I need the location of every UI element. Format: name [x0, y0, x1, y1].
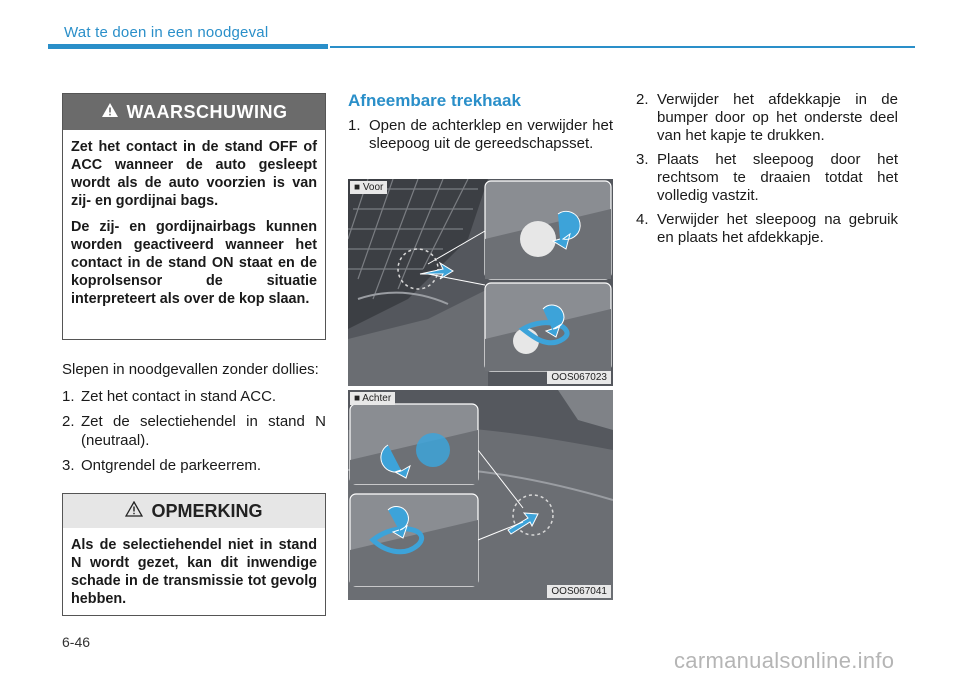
- warning-heading: [63, 94, 325, 130]
- step-number: 1.: [62, 388, 75, 405]
- header-rule-thin: [330, 46, 915, 48]
- figure-code: OOS067023: [547, 371, 611, 384]
- list-item: [636, 211, 898, 247]
- step-number: 4.: [636, 211, 649, 228]
- step-text: Verwijder het sleepoog na gebruik en plaats het afdekkapje.: [657, 211, 898, 246]
- step-number: 2.: [62, 413, 75, 430]
- step-text: Zet de selectiehendel in stand N (neutraal).: [81, 413, 326, 449]
- rear-bumper-image: [348, 390, 613, 600]
- rear-tow-hook-illustration: [348, 390, 613, 600]
- warning-body: [63, 130, 325, 308]
- step-text: Ontgrendel de parkeerrem.: [81, 457, 262, 474]
- list-item: [62, 387, 326, 406]
- warning-paragraph: De zij- en gordijnairbags kunnen worden geactiveerd wanneer het contact in de stand ON staat en de koprolsensor de situatie interpreteert als over de kop slaan.: [71, 219, 317, 307]
- step-text: Open de achterklep en verwijder het sleepoog uit de gereedschapsset.: [369, 117, 613, 152]
- list-item: [62, 456, 326, 475]
- warning-box: [62, 93, 326, 340]
- front-bumper-image: [348, 179, 613, 386]
- list-item: [636, 151, 898, 205]
- note-heading: [63, 494, 325, 528]
- section-header-title: Wat te doen in een noodgeval: [64, 24, 269, 41]
- list-item: [348, 117, 613, 153]
- figure-label: ■ Voor: [350, 181, 387, 194]
- list-item: [62, 412, 326, 450]
- step-text: Plaats het sleepoog door het rechtsom te draaien totdat het volledig vastzit.: [657, 151, 898, 204]
- step-number: 2.: [636, 91, 649, 108]
- note-text: Als de selectiehendel niet in stand N wordt gezet, kan dit inwendige schade in de transmissie tot gevolg hebben.: [71, 537, 317, 607]
- page-number: 6-46: [62, 634, 91, 650]
- towing-instructions: [62, 360, 326, 481]
- step-text: Verwijder het afdekkapje in de bumper door op het onderste deel van het kapje te drukken.: [657, 91, 898, 144]
- step-number: 1.: [348, 117, 361, 134]
- step-number: 3.: [636, 151, 649, 168]
- figure-code: OOS067041: [547, 585, 611, 598]
- list-item: [636, 91, 898, 145]
- warning-heading-text: WAARSCHUWING: [126, 101, 288, 122]
- figure-label: ■ Achter: [350, 392, 395, 405]
- hook-step-1: [348, 117, 613, 153]
- warning-triangle-icon: [101, 102, 119, 123]
- site-watermark: carmanualsonline.info: [674, 648, 895, 673]
- hook-steps-continued: [636, 91, 898, 253]
- caution-triangle-icon: [125, 501, 143, 522]
- towing-intro: Slepen in noodgevallen zonder dollies:: [62, 361, 319, 378]
- front-tow-hook-illustration: [348, 179, 613, 386]
- step-text: Zet het contact in stand ACC.: [81, 388, 277, 405]
- step-number: 3.: [62, 457, 75, 474]
- note-box: [62, 493, 326, 616]
- header-rule-thick: [48, 44, 328, 49]
- warning-paragraph: Zet het contact in de stand OFF of ACC wanneer de auto gesleept wordt als de auto voorzien is van zij- en gordijnai bags.: [71, 139, 317, 209]
- note-heading-text: OPMERKING: [151, 500, 263, 521]
- section-title: Afneembare trekhaak: [348, 91, 521, 110]
